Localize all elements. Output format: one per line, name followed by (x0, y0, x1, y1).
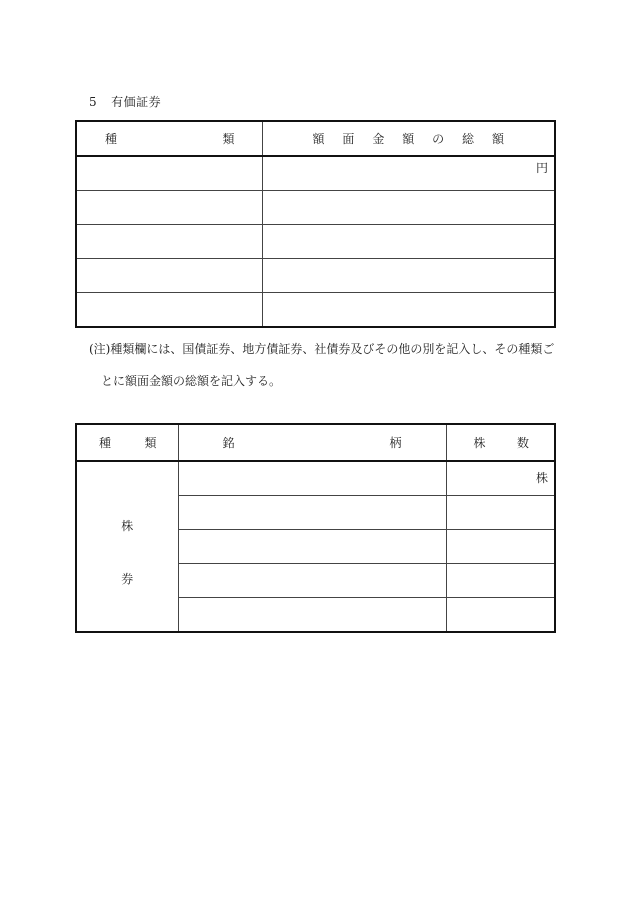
kind-cell[interactable] (76, 259, 262, 293)
kind-cell[interactable] (76, 156, 262, 191)
kind-cell[interactable] (76, 191, 262, 225)
kind-stock-cell: 株 券 (76, 461, 178, 632)
section-title: 有価証券 (111, 95, 162, 109)
note-line-2: とに額面金額の総額を記入する。 (101, 374, 282, 388)
count-cell[interactable] (446, 530, 555, 564)
kind-cell[interactable] (76, 293, 262, 328)
brand-cell[interactable] (178, 598, 446, 633)
count-cell[interactable] (446, 598, 555, 633)
header-share-count: 株 数 (446, 424, 555, 461)
note-line-1: (注)種類欄には、国債証券、地方債証券、社債券及びその他の別を記入し、その種類ご (89, 342, 555, 356)
section-number: 5 (89, 95, 98, 109)
securities-table (75, 120, 556, 328)
note-text (89, 333, 559, 397)
table-row (76, 259, 555, 293)
brand-cell[interactable] (178, 496, 446, 530)
header-kind: 種 類 (76, 424, 178, 461)
brand-cell[interactable] (178, 461, 446, 496)
section-heading (89, 93, 161, 110)
table-row (76, 293, 555, 328)
header-face-amount-total: 額 面 金 額 の 総 額 (262, 121, 555, 156)
table-header-row (76, 121, 555, 156)
table-row (76, 156, 555, 191)
amount-cell[interactable] (262, 156, 555, 191)
brand-cell[interactable] (178, 564, 446, 598)
table-row (76, 461, 555, 496)
count-cell[interactable] (446, 564, 555, 598)
amount-cell[interactable] (262, 259, 555, 293)
count-cell[interactable] (446, 461, 555, 496)
amount-cell[interactable] (262, 191, 555, 225)
stocks-table (75, 423, 556, 633)
kind-cell[interactable] (76, 225, 262, 259)
amount-cell[interactable] (262, 293, 555, 328)
yen-unit: 円 (535, 161, 548, 175)
table-row (76, 191, 555, 225)
count-cell[interactable] (446, 496, 555, 530)
amount-cell[interactable] (262, 225, 555, 259)
table-row (76, 225, 555, 259)
table-header-row (76, 424, 555, 461)
brand-cell[interactable] (178, 530, 446, 564)
share-unit: 株 (535, 471, 548, 485)
header-kind: 種 類 (76, 121, 262, 156)
header-brand: 銘 柄 (178, 424, 446, 461)
